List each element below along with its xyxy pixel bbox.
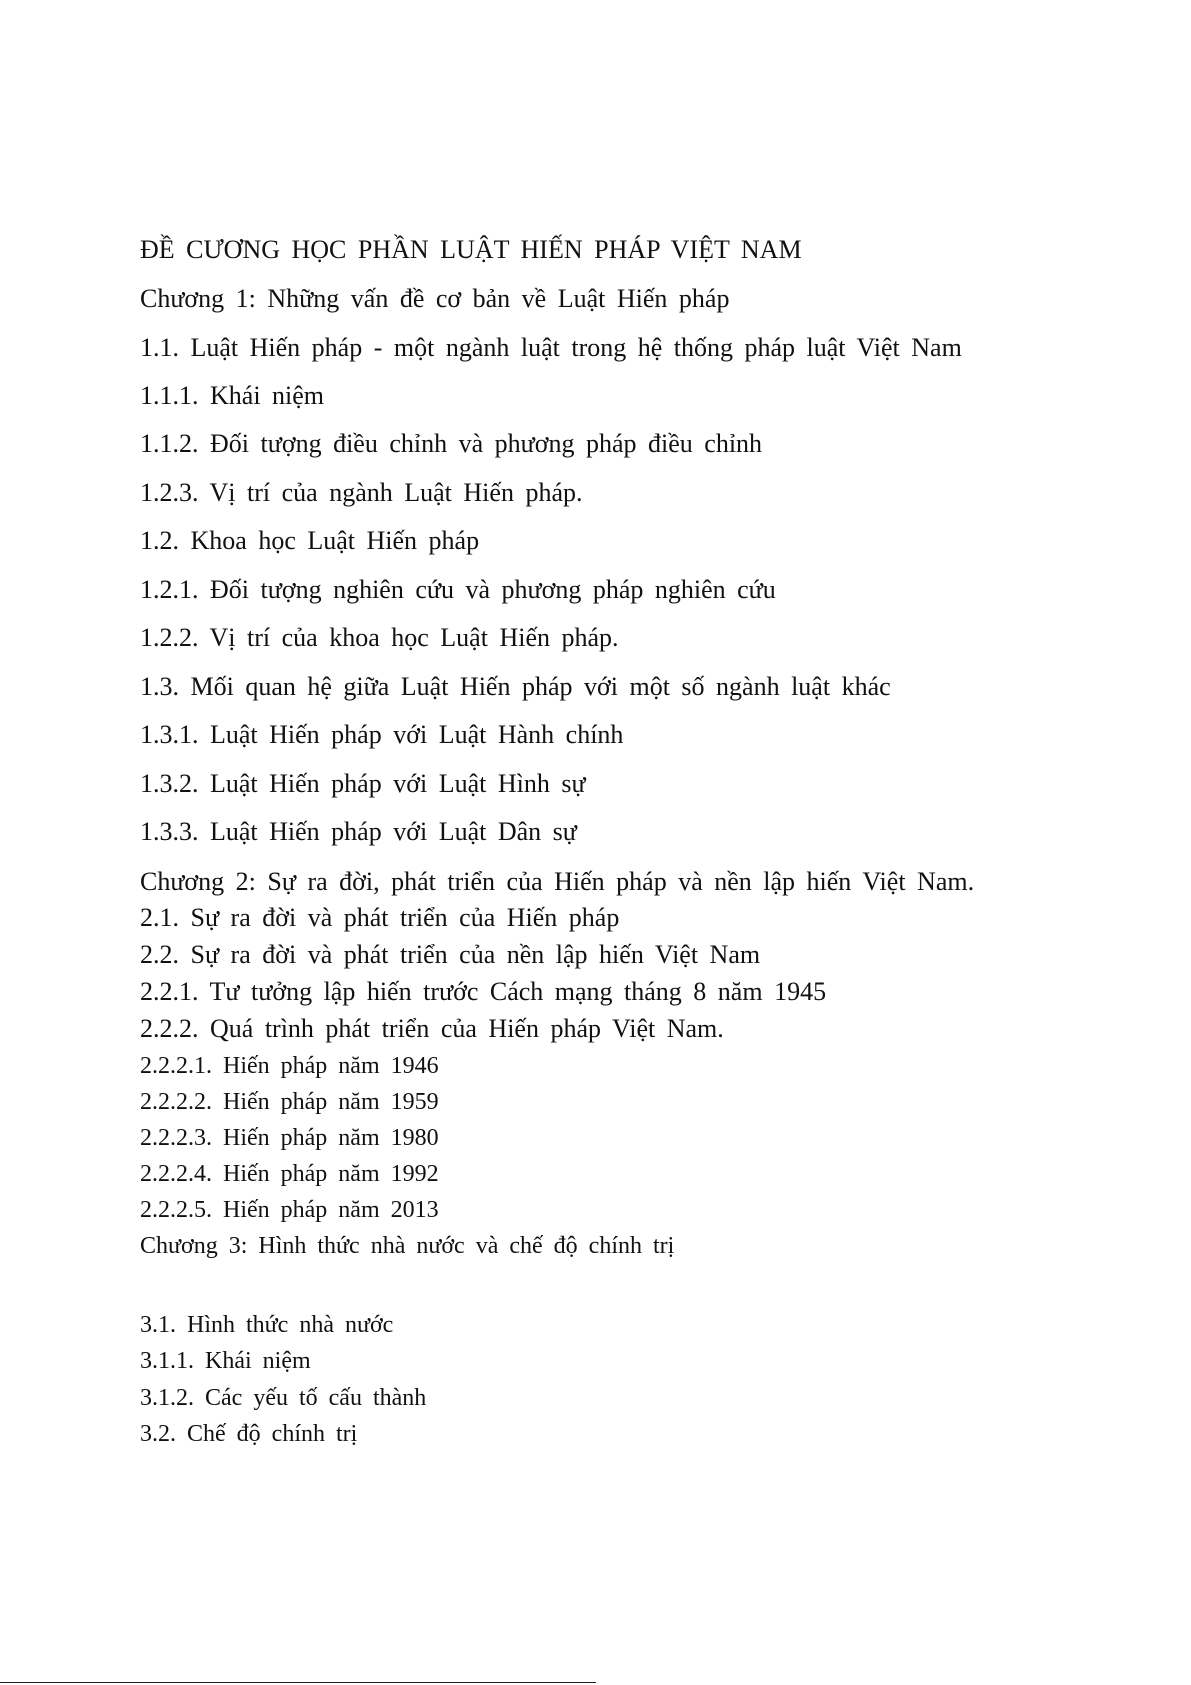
section-1-2-1: 1.2.1. Đối tượng nghiên cứu và phương pháp nghiên cứu (140, 575, 776, 604)
section-2-1: 2.1. Sự ra đời và phát triển của Hiến pháp (140, 903, 620, 932)
section-1-3-2: 1.3.2. Luật Hiến pháp với Luật Hình sự (140, 769, 586, 798)
section-1-2-3: 1.2.3. Vị trí của ngành Luật Hiến pháp. (140, 478, 583, 507)
section-1-3-heading: 1.3. Mối quan hệ giữa Luật Hiến pháp với một số ngành luật khác (140, 672, 891, 701)
section-2-2-2-3: 2.2.2.3. Hiến pháp năm 1980 (140, 1125, 439, 1151)
section-1-3-1: 1.3.1. Luật Hiến pháp với Luật Hành chính (140, 720, 624, 749)
section-3-1-2: 3.1.2. Các yếu tố cấu thành (140, 1385, 427, 1411)
section-1-1-2: 1.1.2. Đối tượng điều chỉnh và phương pháp điều chỉnh (140, 429, 763, 458)
section-2-2-2-4: 2.2.2.4. Hiến pháp năm 1992 (140, 1161, 439, 1187)
section-2-2-2-2: 2.2.2.2. Hiến pháp năm 1959 (140, 1089, 439, 1115)
section-2-2-2: 2.2.2. Quá trình phát triển của Hiến pháp Việt Nam. (140, 1014, 724, 1043)
chapter-2-heading: Chương 2: Sự ra đời, phát triển của Hiến pháp và nền lập hiến Việt Nam. (140, 867, 975, 896)
section-2-2-2-1: 2.2.2.1. Hiến pháp năm 1946 (140, 1053, 439, 1079)
chapter-3-heading: Chương 3: Hình thức nhà nước và chế độ chính trị (140, 1233, 675, 1259)
section-2-2-2-5: 2.2.2.5. Hiến pháp năm 2013 (140, 1197, 439, 1223)
chapter-1-heading: Chương 1: Những vấn đề cơ bản về Luật Hiến pháp (140, 284, 730, 313)
section-1-2-heading: 1.2. Khoa học Luật Hiến pháp (140, 526, 480, 555)
section-1-1-1: 1.1.1. Khái niệm (140, 381, 325, 410)
footer-rule (0, 1682, 596, 1683)
section-1-3-3: 1.3.3. Luật Hiến pháp với Luật Dân sự (140, 817, 577, 846)
section-2-2: 2.2. Sự ra đời và phát triển của nền lập hiến Việt Nam (140, 940, 761, 969)
section-3-1-1: 3.1.1. Khái niệm (140, 1348, 311, 1374)
section-3-1: 3.1. Hình thức nhà nước (140, 1312, 394, 1338)
section-2-2-1: 2.2.1. Tư tưởng lập hiến trước Cách mạng tháng 8 năm 1945 (140, 977, 827, 1006)
section-1-2-2: 1.2.2. Vị trí của khoa học Luật Hiến pháp. (140, 623, 619, 652)
section-1-1-heading: 1.1. Luật Hiến pháp - một ngành luật trong hệ thống pháp luật Việt Nam (140, 333, 962, 362)
section-3-2: 3.2. Chế độ chính trị (140, 1421, 358, 1447)
document-title: ĐỀ CƯƠNG HỌC PHẦN LUẬT HIẾN PHÁP VIỆT NAM (140, 235, 802, 264)
